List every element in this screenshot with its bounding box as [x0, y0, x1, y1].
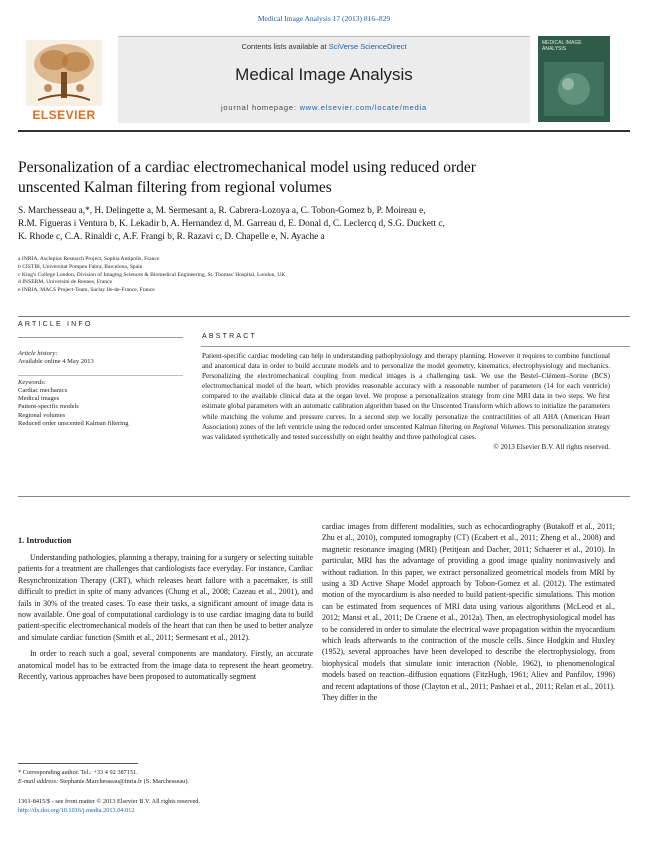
affiliation: d INSERM, Université de Rennes, France	[18, 279, 112, 286]
abstract-bottom-rule	[18, 496, 630, 497]
paragraph: cardiac images from different modalities, such as echocardiography (Butakoff et al., 2011; Zhu et al., 2010), computed tomography (CT) (Ecabert et al., 2011; Zheng et al., 2008) and magnetic resonance imaging (MRI) (Petitjean and Dacher, 2011; Schaerer et al., 2010). In particular, MRI has the advantage of providing a good image quality noninvasively and without radiation. In this paper, we extract personalized geometrical models from MRI by using a 3D Active Shape Model approach by Tobon-Gomez et al. (2012). The estimated motion of the myocardium is also needed to build patient-specific simulations. This motion can be estimated from sequences of MRI data using various algorithms (McLeod et al., 2012; Mansi et al., 2011; De Craene et al., 2012a). Then, an electrophysiological model has to be considered in order to simulate the electrical wave propagation within the myocardium which leads afterwards to the contraction of the muscle cells. Since Hodgkin and Huxley (1952), several approaches have been developed to describe the electrophysiology, from biophysical models that simulate ionic interaction (Noble, 1962), to phenomenological models based on reaction–diffusion equations (FitzHugh, 1961; Aliev and Panfilov, 1996) and recent adaptations of those (Clayton et al., 2011; Pashaei et al., 2011; Relan et al., 2011). They differ in the	[322, 522, 615, 703]
abstract-text-end: . This personalization strategy was validated synthetically and tested successfully on eight healthy and three pathological cases.	[202, 422, 610, 441]
header-rule	[18, 316, 630, 317]
email-line	[18, 777, 318, 786]
email-address[interactable]: Stephanie.Marchesseau@inria.fr	[59, 778, 143, 786]
section-heading-introduction: 1. Introduction	[18, 536, 72, 545]
contents-prefix: Contents lists available at	[241, 42, 329, 51]
history-label: Article history:	[18, 350, 58, 357]
keyword: Regional volumes	[18, 411, 66, 419]
affiliation: a INRIA, Asclepios Research Project, Sophia Antipolis, France	[18, 256, 160, 262]
issn-line: 1361-8415/$ - see front matter © 2013 Elsevier B.V. All rights reserved.	[18, 798, 200, 805]
author-line[interactable]: R.M. Figueras i Ventura b, K. Lekadir b, A. Hernandez d, M. Garreau d, E. Donal d, C. Leclercq d, S.G. Duckett c,	[18, 219, 445, 229]
cover-art	[544, 62, 604, 116]
doi-link[interactable]: http://dx.doi.org/10.1016/j.media.2013.04.012	[18, 807, 135, 815]
publisher-name: ELSEVIER	[32, 108, 96, 122]
footnote	[18, 768, 318, 787]
keyword: Cardiac mechanics	[18, 386, 68, 394]
affiliation-list	[18, 256, 630, 295]
article-info-rule	[18, 337, 183, 338]
abstract-rule	[201, 346, 630, 347]
keyword: Medical images	[18, 395, 60, 403]
article-title-line-2: unscented Kalman filtering from regional volumes	[18, 179, 332, 196]
masthead-rule	[18, 130, 630, 132]
email-suffix: (S. Marchesseau).	[142, 778, 190, 786]
affiliation: e INRIA, MACS Project-Team, Saclay Ile-de-France, France	[18, 287, 155, 294]
running-head[interactable]: Medical Image Analysis 17 (2013) 816–829	[257, 14, 391, 23]
abstract-text: Patient-specific cardiac modeling can help in understanding pathophysiology and therapy planning. However it requires to combine functional and anatomical data in order to build accurate models and to personalize the model geometry, kinematics, electrophysiology and mechanics. Personalizing the electromechanical coupling from medical images is a challenging task. We use the Bestel–Clément–Sorine (BCS) electromechanical model of the heart, which provides reasonable accuracy with a reasonable number of parameters (14 for each ventricle) compared to the available clinical data at the organ level. We propose a personalization strategy from cine MRI data in two steps. We first estimate global parameters with an automatic calibration algorithm based on the Unscented Transform which allows to initialize the parameters while matching the volume and pressure curves. In a second step we locally personalize the contractilities of all AHA (American Heart Association) zones of the left ventricle using the reduced order unscented Kalman filtering on	[202, 352, 610, 431]
cover-title: MEDICAL IMAGE ANALYSIS	[542, 40, 582, 52]
journal-cover-thumbnail	[538, 36, 610, 122]
contents-line	[118, 42, 530, 51]
abstract-heading: ABSTRACT	[202, 333, 257, 340]
right-column	[322, 521, 615, 704]
keywords-label: Keywords:	[18, 378, 46, 386]
footnote-rule	[18, 763, 138, 764]
email-label: E-mail address:	[18, 778, 60, 786]
affiliation: c King's College London, Division of Imaging Sciences & Biomedical Engineering, St. Thomas' Hospital, London, UK	[18, 271, 286, 278]
paragraph: Understanding pathologies, planning a therapy, training for a surgery or selecting suitable patients for a treatment are challenges that cardiologists face everyday. For instance, Cardiac Resynchronization Therapy (CRT), which releases heart failure with a pacemaker, is still difficult to predict in spite of many advances (Chung et al., 2008; Cazeau et al., 2001), and fails in 30% of the treated cases. To ease their tasks, a significant amount of image data is now available. One goal of computational cardiology is to use cardiac imaging data to build patient-specific electromechanical models of the heart that can then be used to better analyze and simulate cardiac function (Smith et al., 2011; Sermesant et al., 2012).	[18, 553, 313, 642]
affiliation: b CISTIB, Universitat Pompeu Fabra, Barcelona, Spain	[18, 263, 143, 270]
masthead-center-box	[118, 36, 530, 123]
sciencedirect-link[interactable]: SciVerse ScienceDirect	[328, 42, 407, 51]
corresponding-author: * Corresponding author. Tel.: +33 4 92 387151.	[18, 769, 138, 776]
homepage-link[interactable]: www.elsevier.com/locate/media	[299, 103, 428, 112]
journal-masthead	[18, 36, 630, 128]
article-info	[18, 350, 188, 428]
author-list	[18, 205, 630, 244]
paragraph: In order to reach such a goal, several components are mandatory. Firstly, an accurate anatomical model has to be extracted from the image data to represent the heart geometry. Recently, various approaches have been proposed to automatically segment	[18, 649, 313, 682]
homepage-prefix: journal homepage:	[220, 103, 300, 112]
article-title-line-1: Personalization of a cardiac electromechanical model using reduced order	[18, 159, 476, 176]
author-line[interactable]: S. Marchesseau a,*, H. Delingette a, M. Sermesant a, R. Cabrera-Lozoya a, C. Tobon-Gomez b, P. Moireau e,	[18, 206, 426, 216]
journal-name: Medical Image Analysis	[235, 65, 413, 84]
abstract-body	[202, 351, 610, 452]
homepage-line	[118, 103, 530, 112]
author-line[interactable]: K. Rhode c, C.A. Rinaldi c, A.F. Frangi b, R. Razavi c, D. Chapelle e, N. Ayache a	[18, 232, 325, 242]
keyword: Reduced order unscented Kalman filtering	[18, 420, 129, 428]
abstract-emphasis: Regional Volumes	[472, 422, 524, 431]
abstract-copyright: © 2013 Elsevier B.V. All rights reserved.	[493, 442, 610, 451]
article-info-heading: ARTICLE INFO	[18, 321, 93, 328]
article-title	[18, 158, 618, 198]
keyword: Patient-specific models	[18, 403, 79, 411]
page-footer	[18, 797, 318, 816]
left-column	[18, 552, 313, 682]
history-value: Available online 4 May 2013	[18, 358, 94, 366]
